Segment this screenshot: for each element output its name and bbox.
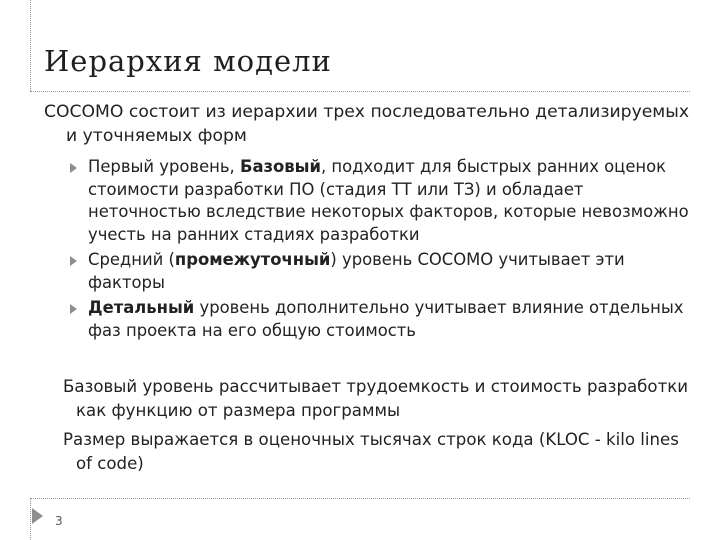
size-paragraph: Размер выражается в оценочных тысячах строк кода (KLOC - kilo lines of code) <box>63 430 679 473</box>
intro-text: COCOMO состоит из иерархии трех последовательно детализируемых и уточняемых форм <box>44 102 690 146</box>
list-item <box>70 297 694 342</box>
slide-title: Иерархия модели <box>44 44 332 78</box>
level-text-after: ) уровень COCOMO учитывает эти факторы <box>88 250 625 292</box>
footer-arrow-icon <box>32 508 43 524</box>
level-name: Детальный <box>88 298 195 317</box>
basic-level-paragraph: Базовый уровень рассчитывает трудоемкость и стоимость разработки как функцию от размера программы <box>63 377 689 420</box>
level-name: Базовый <box>239 157 321 176</box>
list-item <box>70 249 694 294</box>
level-text-after: , подходит для быстрых ранних оценок стоимости разработки ПО (стадия ТТ или ТЗ) и обладает неточностью вследствие некоторых факторов, которые невозможно учесть на ранних стадиях разработки <box>88 157 689 244</box>
top-left-divider <box>30 0 31 91</box>
title-divider <box>30 91 690 92</box>
triangle-bullet-icon <box>70 304 77 314</box>
level-text-before: Первый уровень, <box>88 157 240 176</box>
slide-body <box>44 100 694 475</box>
page-number: 3 <box>55 514 63 528</box>
list-item <box>70 156 694 246</box>
levels-list <box>44 156 694 342</box>
footer-left-divider <box>30 498 31 540</box>
level-name: промежуточный <box>174 250 331 269</box>
triangle-bullet-icon <box>70 256 77 266</box>
level-text-before: Средний ( <box>88 250 175 269</box>
footer-divider <box>30 498 690 499</box>
triangle-bullet-icon <box>70 163 77 173</box>
level-text-after: уровень дополнительно учитывает влияние отдельных фаз проекта на его общую стоимость <box>88 298 684 340</box>
